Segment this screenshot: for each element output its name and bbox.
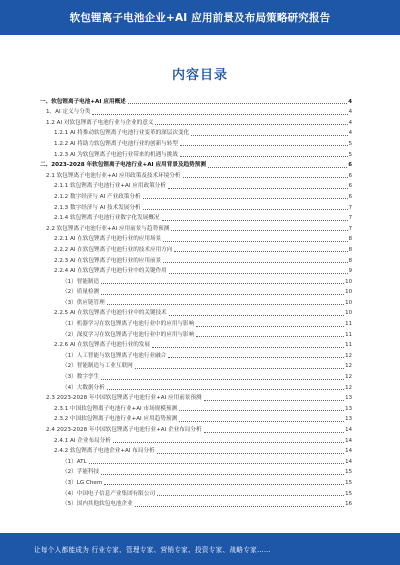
toc-leader-dots: [107, 303, 344, 305]
toc-entry-text: 2.2.4 AI 在软包锂离子电池行业中的关键作用: [54, 268, 167, 275]
toc-leader-dots: [204, 399, 345, 401]
toc-entry-text: 2.2.2 AI 在软包锂离子电池行业的技术应用方向: [54, 246, 173, 253]
toc-entry-text: 2.2.5 AI 在软包锂离子电池行业中的关键技术: [54, 310, 167, 317]
toc-leader-dots: [135, 367, 344, 369]
toc-leader-dots: [168, 187, 348, 189]
toc-page-number: 14: [345, 458, 352, 465]
toc-page-number: 14: [345, 427, 352, 433]
toc-leader-dots: [101, 282, 344, 284]
toc-entry[interactable]: [40, 180, 352, 191]
toc-page-number: 4: [348, 119, 352, 126]
toc-page-number: 11: [345, 321, 352, 328]
toc-leader-dots: [171, 229, 347, 231]
toc-leader-dots: [208, 166, 347, 168]
toc-entry[interactable]: [40, 455, 352, 466]
toc-entry[interactable]: [40, 254, 352, 265]
toc-leader-dots: [107, 388, 344, 390]
toc-entry-text: （4）中国电子信息产业集团有限公司: [62, 490, 156, 497]
toc-page-number: 11: [345, 342, 352, 349]
toc-leader-dots: [157, 494, 344, 496]
toc-page-number: 12: [345, 374, 352, 381]
toc-leader-dots: [183, 176, 348, 178]
toc-leader-dots: [196, 325, 344, 327]
toc-leader-dots: [128, 102, 347, 104]
toc-page-number: 12: [345, 384, 352, 391]
toc-page-number: 4: [348, 109, 352, 116]
toc-page-number: 10: [345, 278, 352, 285]
toc-entry-text: 1.2.2 AI 将助力软包锂离子电池行业的创新与转型: [54, 140, 178, 147]
toc-page-number: 15: [345, 469, 352, 476]
toc-page-number: 4: [348, 130, 352, 137]
toc-entry[interactable]: [40, 392, 352, 403]
toc-entry-text: （2）质量检测: [62, 289, 100, 296]
toc-page-number: 7: [348, 225, 352, 232]
toc-leader-dots: [163, 261, 347, 263]
table-of-contents: [40, 95, 352, 508]
toc-leader-dots: [101, 378, 344, 380]
toc-entry[interactable]: [40, 116, 352, 127]
toc-entry[interactable]: [40, 317, 352, 328]
report-header-bar: [0, 0, 400, 35]
toc-page-number: 11: [345, 331, 352, 338]
toc-leader-dots: [204, 431, 345, 433]
toc-page-number: 15: [345, 479, 352, 486]
toc-entry[interactable]: [40, 233, 352, 244]
toc-entry[interactable]: [40, 286, 352, 297]
toc-entry-text: 1.2.3 AI 为软包锂离子电池行业带来的机遇与挑战: [54, 151, 178, 158]
toc-page-number: 10: [345, 299, 352, 306]
toc-leader-dots: [152, 346, 344, 348]
toc-entry[interactable]: [40, 466, 352, 477]
toc-entry[interactable]: [40, 127, 352, 138]
toc-entry[interactable]: [40, 307, 352, 318]
toc-page-number: 13: [345, 416, 352, 423]
toc-leader-dots: [155, 123, 347, 125]
toc-leader-dots: [196, 335, 344, 337]
toc-entry-text: 1.2.1 AI 将推动软包锂离子电池行业变革的深层次变化: [54, 130, 190, 137]
toc-leader-dots: [143, 197, 348, 199]
toc-entry[interactable]: [40, 137, 352, 148]
toc-leader-dots: [101, 293, 344, 295]
toc-leader-dots: [101, 473, 344, 475]
toc-entry-text: 1.2 AI 对软包锂离子电池行业与企业的意义: [46, 119, 154, 126]
toc-page-number: 15: [345, 490, 352, 497]
toc-entry-text: （3）供应链管理: [62, 299, 105, 306]
toc-entry[interactable]: [40, 476, 352, 487]
toc-entry-text: （2）深度学习在软包锂离子电池行业中的应用与影响: [62, 331, 195, 338]
toc-entry-text: （1）机器学习在软包锂离子电池行业中的应用与影响: [62, 321, 195, 328]
toc-entry-text: 2.4.2 软包锂离子电池企业+AI 布局分析: [54, 448, 155, 455]
toc-entry-text: （2）智能制造与工业互联网: [62, 363, 133, 370]
toc-page-number: 5: [348, 151, 352, 158]
toc-page-number: 8: [348, 236, 352, 243]
toc-entry[interactable]: [40, 498, 352, 509]
toc-page-number: 4: [348, 98, 352, 105]
toc-page-number: 12: [345, 352, 352, 359]
toc-leader-dots: [180, 144, 348, 146]
toc-entry-text: 二、2023-2028 年软包锂离子电池行业+AI 应用背景及趋势预测: [40, 162, 206, 169]
toc-page-number: 7: [348, 204, 352, 211]
toc-leader-dots: [143, 208, 348, 210]
toc-entry-text: 2.3.1 中国软包锂离子电池行业+AI 市场规模预测: [54, 405, 178, 412]
toc-heading: 内容目录: [171, 68, 228, 83]
toc-page-number: 13: [345, 395, 352, 402]
toc-entry[interactable]: [40, 159, 352, 170]
toc-leader-dots: [89, 462, 344, 464]
toc-entry-text: 2.2.6 AI 在软包锂离子电池行业的发展: [54, 342, 150, 349]
toc-leader-dots: [180, 155, 348, 157]
toc-page-number: 13: [345, 405, 352, 412]
toc-entry-text: （3）LG Chem: [62, 479, 103, 486]
toc-entry-text: 2.1.1 软包锂离子电池行业+AI 应用政策分析: [54, 183, 166, 190]
toc-entry[interactable]: [40, 360, 352, 371]
toc-leader-dots: [168, 356, 344, 358]
toc-leader-dots: [191, 134, 347, 136]
toc-leader-dots: [157, 452, 344, 454]
toc-entry[interactable]: [40, 349, 352, 360]
toc-entry-text: 2.4.1 AI 企业布局分析: [54, 437, 111, 444]
toc-entry[interactable]: [40, 243, 352, 254]
toc-page-number: 14: [345, 448, 352, 455]
toc-entry-text: 2.1.2 数字经济与 AI 产业政策分析: [54, 193, 141, 200]
toc-entry-text: 2.3.2 中国软包锂离子电池行业+AI 应用趋势预测: [54, 416, 178, 423]
toc-page-number: 6: [348, 193, 352, 200]
toc-page-number: 6: [348, 172, 352, 179]
toc-entry[interactable]: [40, 222, 352, 233]
toc-leader-dots: [135, 505, 344, 507]
toc-entry-text: （1）ATL: [62, 458, 87, 465]
toc-entry-text: 2.3 2023-2028 年中国软包锂离子电池行业+AI 应用前景预测: [46, 395, 202, 402]
toc-entry[interactable]: [40, 201, 352, 212]
toc-entry[interactable]: [40, 370, 352, 381]
toc-leader-dots: [92, 113, 347, 115]
toc-entry[interactable]: [40, 296, 352, 307]
toc-entry-text: 2.2.1 AI 在软包锂离子电池行业的应用场景: [54, 236, 162, 243]
toc-entry-text: （1）智能制造: [62, 278, 100, 285]
toc-page-number: 12: [345, 363, 352, 370]
toc-leader-dots: [179, 420, 344, 422]
report-title: 软包锂离子电池企业+AI 应用前景及布局策略研究报告: [69, 12, 331, 24]
toc-entry[interactable]: [40, 106, 352, 117]
toc-entry[interactable]: [40, 265, 352, 276]
toc-entry-text: 1、AI 定义与分类: [46, 109, 91, 116]
toc-entry[interactable]: [40, 212, 352, 223]
toc-entry[interactable]: [40, 328, 352, 339]
toc-page-number: 10: [345, 289, 352, 296]
toc-entry-text: 2.2 软包锂离子电池行业+AI 应用前景与趋势预测: [46, 225, 170, 232]
toc-page-number: 6: [348, 183, 352, 190]
toc-page-number: 9: [348, 268, 352, 275]
toc-entry-text: 2.4 2023-2028 年中国软包锂离子电池行业+AI 企业布局分析: [46, 427, 202, 433]
toc-entry[interactable]: [40, 402, 352, 413]
toc-entry-text: （3）数字孪生: [62, 374, 100, 381]
toc-entry[interactable]: [40, 381, 352, 392]
toc-entry[interactable]: [40, 487, 352, 498]
toc-entry[interactable]: [40, 275, 352, 286]
toc-page-number: 10: [345, 310, 352, 317]
footer-bar: [0, 533, 400, 565]
toc-entry[interactable]: [40, 190, 352, 201]
toc-entry-text: 一、软包锂离子电池+AI 应用概述: [40, 98, 126, 105]
toc-entry-text: （2）孚能科技: [62, 469, 100, 476]
toc-leader-dots: [163, 240, 347, 242]
toc-entry[interactable]: [40, 148, 352, 159]
toc-entry[interactable]: [40, 423, 352, 434]
toc-entry-text: （5）国内其他软包电池企业: [62, 501, 133, 508]
footer-slogan: 让每个人都能成为 行业专家、管理专家、营销专家、投资专家、战略专家……: [34, 546, 271, 554]
toc-leader-dots: [174, 250, 347, 252]
toc-entry[interactable]: [40, 434, 352, 445]
toc-entry[interactable]: [40, 95, 352, 106]
toc-page-number: 16: [345, 501, 352, 508]
toc-entry-text: （1）人工智能与软包锂离子电池行业融合: [62, 352, 167, 359]
toc-entry-text: 2.1 软包锂离子电池行业+AI 应用政策及技术环境分析: [46, 172, 181, 179]
toc-page-number: 6: [348, 162, 352, 169]
toc-entry-text: 2.1.3 数字经济与 AI 技术发展分析: [54, 204, 141, 211]
toc-entry-text: 2.1.4 软包锂离子电池行业数字化发展概况: [54, 215, 160, 222]
toc-entry-text: （4）大数据分析: [62, 384, 105, 391]
toc-page-number: 8: [348, 257, 352, 264]
toc-entry[interactable]: [40, 339, 352, 350]
toc-page-number: 14: [345, 437, 352, 444]
toc-entry-text: 2.2.3 AI 在软包锂离子电池行业的应用前景: [54, 257, 162, 264]
toc-leader-dots: [162, 219, 348, 221]
toc-leader-dots: [113, 441, 344, 443]
toc-page-number: 8: [348, 246, 352, 253]
toc-leader-dots: [169, 314, 344, 316]
toc-entry[interactable]: [40, 169, 352, 180]
toc-leader-dots: [179, 409, 344, 411]
toc-entry[interactable]: [40, 413, 352, 424]
toc-entry[interactable]: [40, 445, 352, 456]
toc-leader-dots: [169, 272, 348, 274]
toc-page-number: 5: [348, 140, 352, 147]
toc-leader-dots: [104, 483, 344, 485]
toc-page-number: 7: [348, 215, 352, 222]
